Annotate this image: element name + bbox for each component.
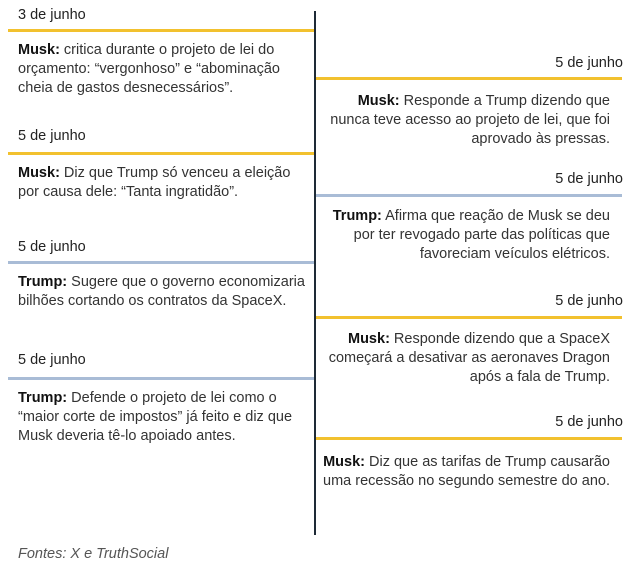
- event-description: [18, 389, 308, 446]
- event-text: Diz que as tarifas de Trump causarão uma recessão no segundo semestre do ano.: [323, 454, 610, 489]
- event-actor: Trump:: [18, 390, 68, 406]
- musk-rule: [316, 437, 622, 440]
- source-note: Fontes: X e TruthSocial: [18, 546, 169, 562]
- event-actor: Trump:: [18, 274, 68, 290]
- event-actor: Musk:: [348, 331, 390, 347]
- event-text: Afirma que reação de Musk se deu por ter revogado parte das políticas que favoreciam veículos elétricos.: [353, 208, 610, 262]
- event-actor: Musk:: [18, 165, 60, 181]
- musk-rule: [8, 29, 314, 32]
- event-text: Responde dizendo que a SpaceX começará a desativar as aeronaves Dragon após a fala de Trump.: [328, 331, 610, 385]
- musk-rule: [8, 152, 314, 155]
- event-description: [322, 207, 610, 264]
- musk-rule: [316, 316, 622, 319]
- event-description: [18, 41, 308, 98]
- event-text: Diz que Trump só venceu a eleição por causa dele: “Tanta ingratidão”.: [18, 165, 291, 200]
- event-actor: Musk:: [357, 93, 400, 109]
- event-actor: Musk:: [323, 454, 365, 470]
- event-date: 5 de junho: [18, 352, 86, 368]
- event-description: [18, 273, 308, 311]
- trump-rule: [8, 377, 314, 380]
- event-actor: Trump:: [332, 208, 382, 224]
- event-date: 5 de junho: [555, 55, 623, 71]
- event-text: Sugere que o governo economizaria bilhões cortando os contratos da SpaceX.: [18, 274, 305, 309]
- event-actor: Musk:: [18, 42, 60, 58]
- event-text: critica durante o projeto de lei do orçamento: “vergonhoso” e “abominação cheia de gastos desnecessários”.: [18, 42, 280, 96]
- event-date: 5 de junho: [555, 293, 623, 309]
- timeline-center-line: [314, 11, 316, 535]
- event-date: 5 de junho: [18, 128, 86, 144]
- event-description: [322, 453, 610, 491]
- event-date: 5 de junho: [555, 414, 623, 430]
- event-description: [18, 164, 308, 202]
- trump-rule: [316, 194, 622, 197]
- event-description: [322, 92, 610, 149]
- trump-rule: [8, 261, 314, 264]
- event-date: 3 de junho: [18, 7, 86, 23]
- event-date: 5 de junho: [18, 239, 86, 255]
- event-text: Defende o projeto de lei como o “maior corte de impostos” já feito e diz que Musk deveria tê-lo apoiado antes.: [18, 390, 293, 444]
- event-description: [322, 330, 610, 387]
- event-text: Responde a Trump dizendo que nunca teve acesso ao projeto de lei, que foi aprovado às pressas.: [330, 93, 610, 147]
- musk-rule: [316, 77, 622, 80]
- event-date: 5 de junho: [555, 171, 623, 187]
